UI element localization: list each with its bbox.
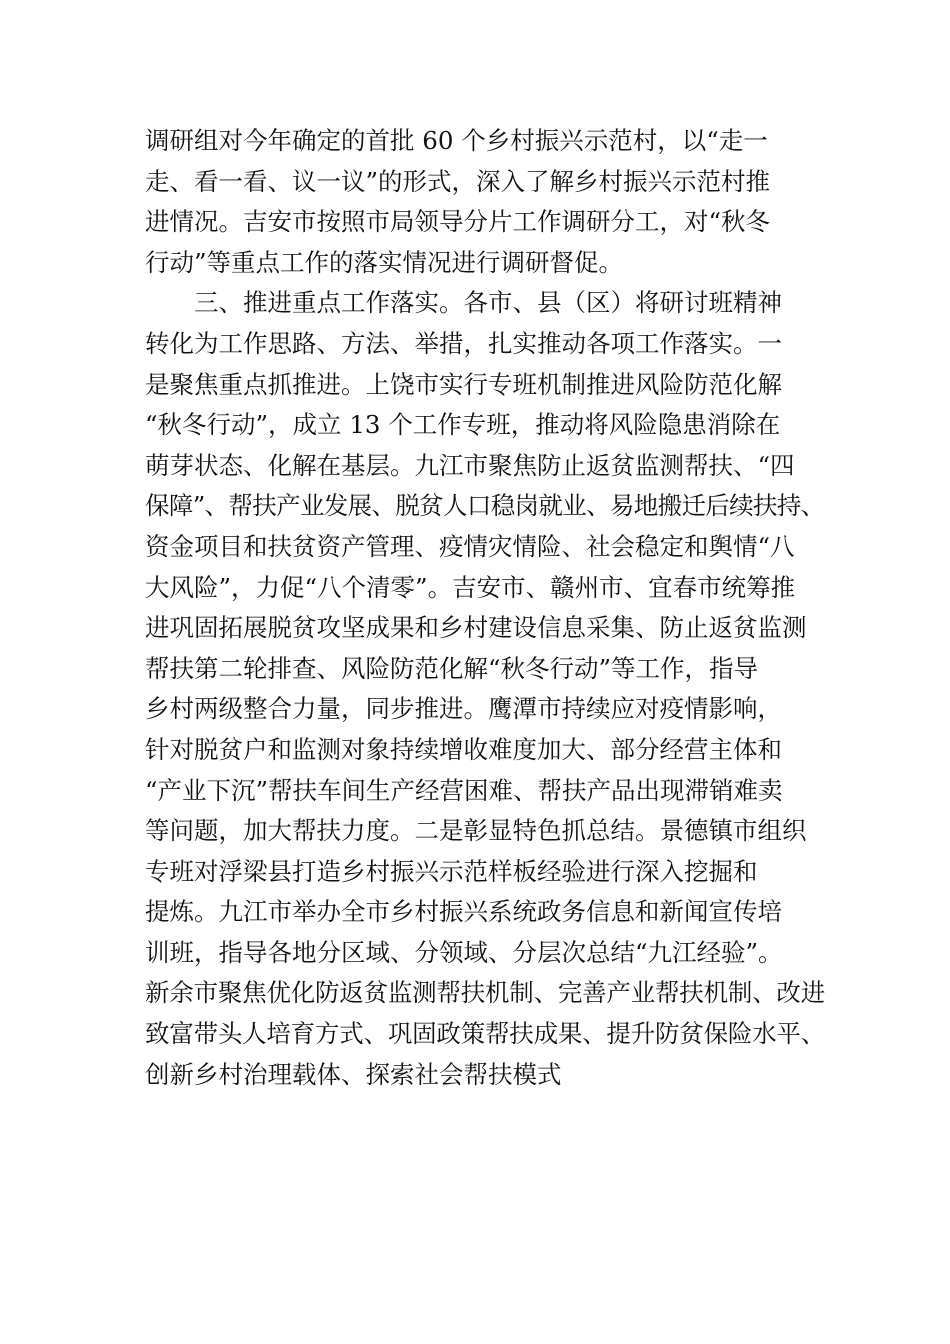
text-line: 创新乡村治理载体、探索社会帮扶模式 [145, 1059, 562, 1089]
text-line: 帮扶第二轮排查、风险防范化解“秋冬行动”等工作，指导 [145, 653, 759, 683]
text-line: 进巩固拓展脱贫攻坚成果和乡村建设信息采集、防止返贫监测 [145, 613, 807, 643]
text-line: 针对脱贫户和监测对象持续增收难度加大、部分经营主体和 [145, 734, 782, 764]
text-line: 提炼。九江市举办全市乡村振兴系统政务信息和新闻宣传培 [145, 897, 782, 927]
text-line: 致富带头人培育方式、巩固政策帮扶成果、提升防贫保险水平、 [145, 1019, 825, 1049]
text-line: 是聚焦重点抓推进。上饶市实行专班机制推进风险防范化解 [145, 369, 782, 399]
text-line: 等问题，加大帮扶力度。二是彰显特色抓总结。景德镇市组织 [145, 816, 807, 846]
text-line: 大风险”，力促“八个清零”。吉安市、赣州市、宜春市统筹推 [145, 572, 796, 602]
text-line: 行动”等重点工作的落实情况进行调研督促。 [145, 247, 624, 277]
text-line: 进情况。吉安市按照市局领导分片工作调研分工，对“秋冬 [145, 207, 771, 237]
text-line: 专班对浮梁县打造乡村振兴示范样板经验进行深入挖掘和 [145, 856, 758, 886]
text-line: 训班，指导各地分区域、分领域、分层次总结“九江经验”。 [145, 937, 783, 967]
body-text [145, 121, 825, 1095]
text-line: 萌芽状态、化解在基层。九江市聚焦防止返贫监测帮扶、“四 [145, 450, 795, 480]
text-line: 乡村两级整合力量，同步推进。鹰潭市持续应对疫情影响， [145, 694, 782, 724]
text-line: 资金项目和扶贫资产管理、疫情灾情险、社会稳定和舆情“八 [145, 531, 795, 561]
text-line: 走、看一看、议一议”的形式，深入了解乡村振兴示范村推 [145, 166, 771, 196]
text-line: 调研组对今年确定的首批 60 个乡村振兴示范村，以“走一 [145, 126, 768, 155]
text-line: 新余市聚焦优化防返贫监测帮扶机制、完善产业帮扶机制、改进 [145, 978, 825, 1008]
paragraph-start-line: 三、推进重点工作落实。各市、县（区）将研讨班精神 [194, 288, 782, 318]
text-line: 转化为工作思路、方法、举措，扎实推动各项工作落实。一 [145, 328, 782, 358]
text-line: “产业下沉”帮扶车间生产经营困难、帮扶产品出现滞销难卖 [145, 775, 783, 805]
text-line: “秋冬行动”，成立 13 个工作专班，推动将风险隐患消除在 [145, 410, 781, 440]
text-line: 保障”、帮扶产业发展、脱贫人口稳岗就业、易地搬迁后续扶持、 [145, 491, 825, 521]
